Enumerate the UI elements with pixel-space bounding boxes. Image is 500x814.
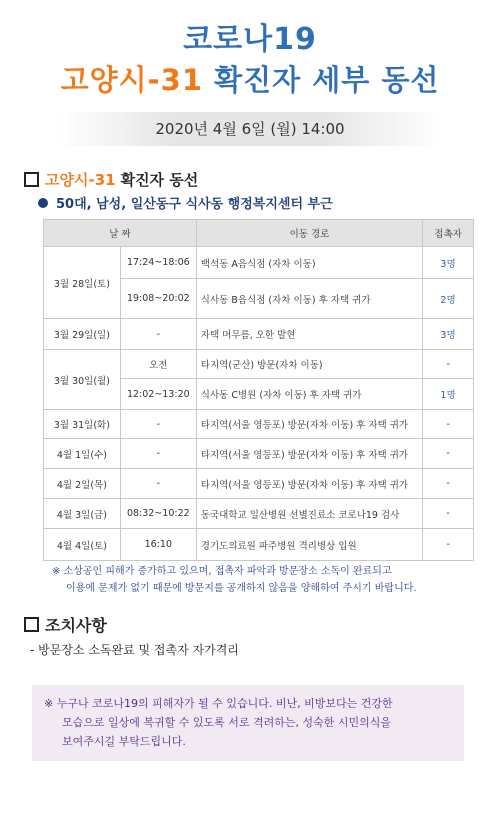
section-route-suffix: 확진자 동선 [120,171,199,189]
cell-contacts: - [423,529,474,561]
cell-route: 자택 머무름, 오한 발현 [196,319,422,350]
cell-time: - [120,469,196,499]
section-route-prefix: 고양시-31 [45,171,116,189]
checkbox-icon [24,172,39,187]
cell-contacts: - [423,410,474,439]
cell-route: 타지역(서울 영등포) 방문(자차 이동) 후 자택 귀가 [196,410,422,439]
cell-route: 식사동 B음식점 (자차 이동) 후 자택 귀가 [196,279,422,319]
cell-contacts: - [423,439,474,469]
cell-time: - [120,439,196,469]
title-topic: 확진자 세부 동선 [214,63,440,97]
checkbox-icon [24,617,39,632]
table-row [44,319,474,350]
privacy-note [52,563,417,597]
cell-time: 오전 [120,350,196,379]
cell-contacts: - [423,499,474,529]
cell-route: 타지역(군산) 방문(자차 이동) [196,350,422,379]
date-text: 2020년 4월 6일 (월) 14:00 [155,120,345,138]
cell-route: 백석동 A음식점 (자차 이동) [196,247,422,279]
cell-route: 타지역(서울 영등포) 방문(자차 이동) 후 자택 귀가 [196,469,422,499]
cell-time: - [120,410,196,439]
cell-date: 4월 2일(목) [44,469,121,499]
appeal-line3: 보여주시길 부탁드립니다. [62,735,186,748]
title-city: 고양시-31 [60,63,204,97]
patient-info-text: 50대, 남성, 일산동구 식사동 행정복지센터 부근 [56,197,333,212]
table-row [44,439,474,469]
cell-time: 19:08~20:02 [120,279,196,319]
table-row [44,499,474,529]
cell-time: 08:32~10:22 [120,499,196,529]
privacy-note-line1: ※ 소상공인 피해가 증가하고 있으며, 접촉자 파악과 방문장소 소독이 완료되고 [52,566,392,577]
appeal-line1: ※ 누구나 코로나19의 피해자가 될 수 있습니다. 비난, 비방보다는 건강한 [44,697,393,710]
table-row [44,529,474,561]
cell-contacts: 1명 [423,379,474,410]
cell-date: 3월 29일(일) [44,319,121,350]
appeal-line2: 모습으로 일상에 복귀할 수 있도록 서로 격려하는, 성숙한 시민의식을 [62,716,391,729]
cell-route: 동국대학교 일산병원 선별진료소 코로나19 검사 [196,499,422,529]
cell-date: 4월 4일(토) [44,529,121,561]
cell-contacts: - [423,350,474,379]
privacy-note-line2: 이용에 문제가 없기 때문에 방문지를 공개하지 않음을 양해하여 주시기 바랍니다. [66,583,417,594]
cell-route: 타지역(서울 영등포) 방문(자차 이동) 후 자택 귀가 [196,439,422,469]
title-line2 [0,58,500,99]
table-row [44,247,474,279]
header-route: 이동 경로 [196,220,422,247]
header-date: 날 짜 [44,220,197,247]
appeal-box [32,685,464,761]
title-line1: 코로나19 [183,22,317,57]
bullet-icon [38,198,48,208]
cell-contacts: 3명 [423,319,474,350]
cell-time: 12:02~13:20 [120,379,196,410]
table-row [44,350,474,379]
cell-contacts: 2명 [423,279,474,319]
cell-date: 3월 31일(화) [44,410,121,439]
table-row [44,410,474,439]
cell-date: 4월 3일(금) [44,499,121,529]
cell-date: 4월 1일(수) [44,439,121,469]
patient-info [38,193,333,212]
section-measures-title: 조치사항 [45,616,107,635]
cell-time: 17:24~18:06 [120,247,196,279]
cell-date: 3월 30일(월) [44,350,121,410]
cell-date: 3월 28일(토) [44,247,121,319]
cell-route: 경기도의료원 파주병원 격리병상 입원 [196,529,422,561]
cell-time: 16:10 [120,529,196,561]
table-row [44,469,474,499]
cell-contacts: - [423,469,474,499]
section-measures-heading [24,613,107,636]
section-route-heading [24,169,198,190]
cell-contacts: 3명 [423,247,474,279]
measures-item: - 방문장소 소독완료 및 접촉자 자가격리 [30,643,239,657]
table-header-row [44,220,474,247]
date-band [58,112,442,146]
header-contacts: 접촉자 [423,220,474,247]
route-table [43,219,474,561]
cell-time: - [120,319,196,350]
cell-route: 식사동 C병원 (자차 이동) 후 자택 귀가 [196,379,422,410]
